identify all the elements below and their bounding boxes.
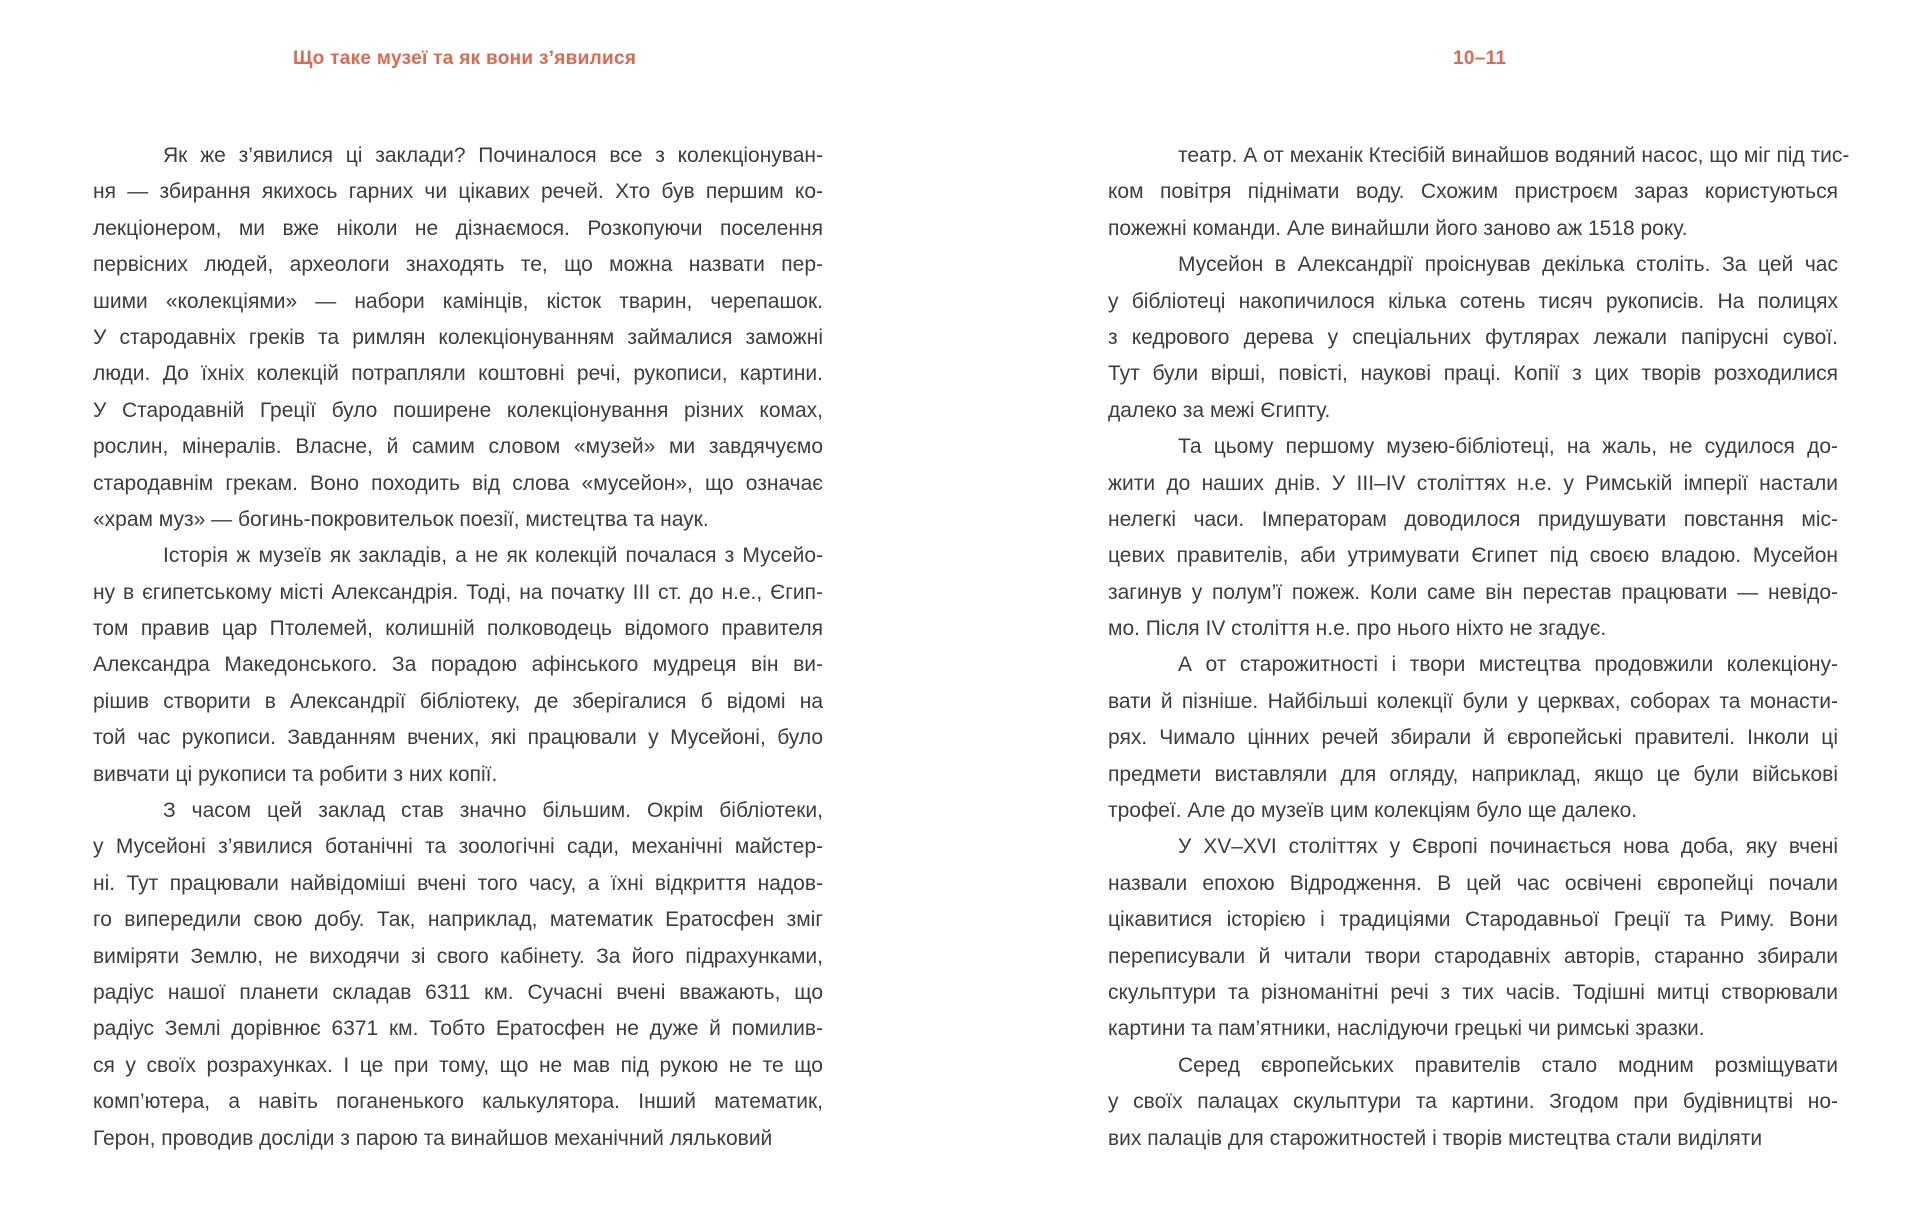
paragraph [1108, 829, 1838, 1047]
text-line: жити до наших днів. У III–IV століттях н.е. у Римській імперії настали [1108, 471, 1838, 495]
text-line: скульптури та різноманітні речі з тих часів. Тодішні митці створювали [1108, 980, 1838, 1004]
text-line: вивчати ці рукописи та робити з них копії. [93, 762, 498, 786]
text-line: «храм муз» — богинь-покровительок поезії, мистецтва та наук. [93, 507, 709, 531]
text-line: той час рукописи. Завданням вчених, які працювали у Мусейоні, було [93, 726, 823, 750]
text-line: Серед європейських правителів стало модним розміщувати [1178, 1053, 1838, 1077]
text-line: Та цьому першому музею-бібліотеці, на жаль, не судилося до- [1178, 435, 1838, 459]
right-page [1108, 138, 1850, 1157]
text-line: загинув у полум’ї пожеж. Коли саме він перестав працювати — невідо- [1108, 580, 1838, 604]
text-line: У стародавніх греків та римлян колекціонуванням займалися заможні [93, 325, 823, 349]
text-line: З часом цей заклад став значно більшим. Окрім бібліотеки, [163, 799, 823, 823]
text-line: радіус нашої планети складав 6311 км. Сучасні вчені вважають, що [93, 980, 823, 1004]
text-line: А от старожитності і твори мистецтва продовжили колекціону- [1178, 653, 1838, 677]
text-line: далеко за межі Єгипту. [1108, 398, 1331, 422]
text-line: назвали епохою Відродження. В цей час освічені європейці почали [1108, 871, 1838, 895]
text-line: ся у своїх розрахунках. І це при тому, що не мав під рукою не те що [93, 1053, 823, 1077]
text-line: Тут були вірші, повісті, наукові праці. Копії з цих творів розходилися [1108, 362, 1838, 386]
text-line: з кедрового дерева у спеціальних футлярах лежали папірусні сувої. [1108, 325, 1838, 349]
text-line: предмети виставляли для огляду, наприклад, якщо це були військові [1108, 762, 1838, 786]
text-line: вати й пізніше. Найбільші колекції були у церквах, соборах та монасти- [1108, 689, 1838, 713]
text-line: у Мусейоні з’явилися ботанічні та зоологічні сади, механічні майстер- [93, 835, 823, 859]
text-line: вих палаців для старожитностей і творів мистецтва стали виділяти [1108, 1126, 1763, 1150]
text-line: пожежні команди. Але винайшли його заново аж 1518 року. [1108, 216, 1688, 240]
text-line: стародавнім грекам. Воно походить від слова «мусейон», що означає [93, 471, 823, 495]
text-line: го випередили свою добу. Так, наприклад, математик Ератосфен зміг [93, 908, 823, 932]
text-line: цікавитися історією і традиціями Стародавньої Греції та Риму. Вони [1108, 908, 1838, 932]
text-line: ні. Тут працювали найвідоміші вчені того часу, а їхні відкриття надов- [93, 871, 823, 895]
text-line: виміряти Землю, не виходячи зі свого кабінету. За його підрахунками, [93, 944, 823, 968]
text-line: переписували й читали твори стародавніх авторів, старанно збирали [1108, 944, 1838, 968]
text-line: У XV–XVI століттях у Європі починається нова доба, яку вчені [1178, 835, 1838, 859]
paragraph [1108, 138, 1850, 247]
text-line: комп’ютера, а навіть поганенького калькулятора. Інший математик, [93, 1090, 823, 1114]
text-line: нелегкі часи. Імператорам доводилося придушувати повстання міс- [1108, 507, 1838, 531]
paragraph [93, 138, 823, 538]
text-line: шими «колекціями» — набори камінців, кісток тварин, черепашок. [93, 289, 823, 313]
paragraph [1108, 1048, 1838, 1157]
paragraph [93, 793, 823, 1157]
text-line: рішив створити в Александрії бібліотеку, де зберігалися б відомі на [93, 689, 823, 713]
text-line: Історія ж музеїв як закладів, а не як колекцій почалася з Мусейо- [163, 544, 823, 568]
page-numbers: 10–11 [1453, 48, 1507, 69]
text-line: ком повітря піднімати воду. Схожим пристроєм зараз користуються [1108, 180, 1838, 204]
paragraph [1108, 647, 1838, 829]
text-line: Герон, проводив досліди з парою та винайшов механічний ляльковий [93, 1126, 773, 1150]
text-line: радіус Землі дорівнює 6371 км. Тобто Ератосфен не дуже й помилив- [93, 1017, 823, 1041]
text-line: Мусейон в Александрії проіснував декілька століть. За цей час [1178, 253, 1838, 277]
paragraph [1108, 247, 1838, 429]
text-line: том правив цар Птолемей, колишній полководець відомого правителя [93, 617, 823, 641]
text-line: у бібліотеці накопичилося кілька сотень тисяч рукописів. На полицях [1108, 289, 1838, 313]
text-line: цевих правителів, аби утримувати Єгипет під своєю владою. Мусейон [1108, 544, 1838, 568]
paragraph [1108, 429, 1838, 647]
text-line: Як же з’явилися ці заклади? Починалося все з колекціонуван- [163, 144, 823, 167]
text-line: картини та пам’ятники, наслідуючи грецькі чи римські зразки. [1108, 1017, 1705, 1041]
text-line: люди. До їхніх колекцій потрапляли коштовні речі, рукописи, картини. [93, 362, 823, 386]
text-line: театр. А от механік Ктесібій винайшов водяний насос, що міг під тис- [1178, 144, 1850, 167]
text-line: рослин, мінералів. Власне, й самим словом «музей» ми завдячуємо [93, 435, 823, 459]
text-line: трофеї. Але до музеїв цим колекціям було ще далеко. [1108, 799, 1638, 823]
text-line: рях. Чимало цінних речей збирали й європейські правителі. Інколи ці [1108, 726, 1838, 750]
chapter-title: Що таке музеї та як вони з’явилися [293, 48, 637, 69]
text-line: первісних людей, археологи знаходять те, що можна назвати пер- [93, 253, 823, 277]
text-line: Александра Македонського. За порадою афінського мудреця він ви- [93, 653, 823, 677]
left-page [93, 138, 823, 1157]
text-line: ну в єгипетському місті Александрія. Тоді, на початку III ст. до н.е., Єгип- [93, 580, 823, 604]
paragraph [93, 538, 823, 793]
text-line: ня — збирання якихось гарних чи цікавих речей. Хто був першим ко- [93, 180, 823, 204]
text-line: лекціонером, ми вже ніколи не дізнаємося. Розкопуючи поселення [93, 216, 823, 240]
text-line: У Стародавній Греції було поширене колекціонування різних комах, [93, 398, 823, 422]
text-line: у своїх палацах скульптури та картини. Згодом при будівництві но- [1108, 1090, 1838, 1114]
text-line: мо. Після IV століття н.е. про нього ніхто не згадує. [1108, 617, 1607, 641]
